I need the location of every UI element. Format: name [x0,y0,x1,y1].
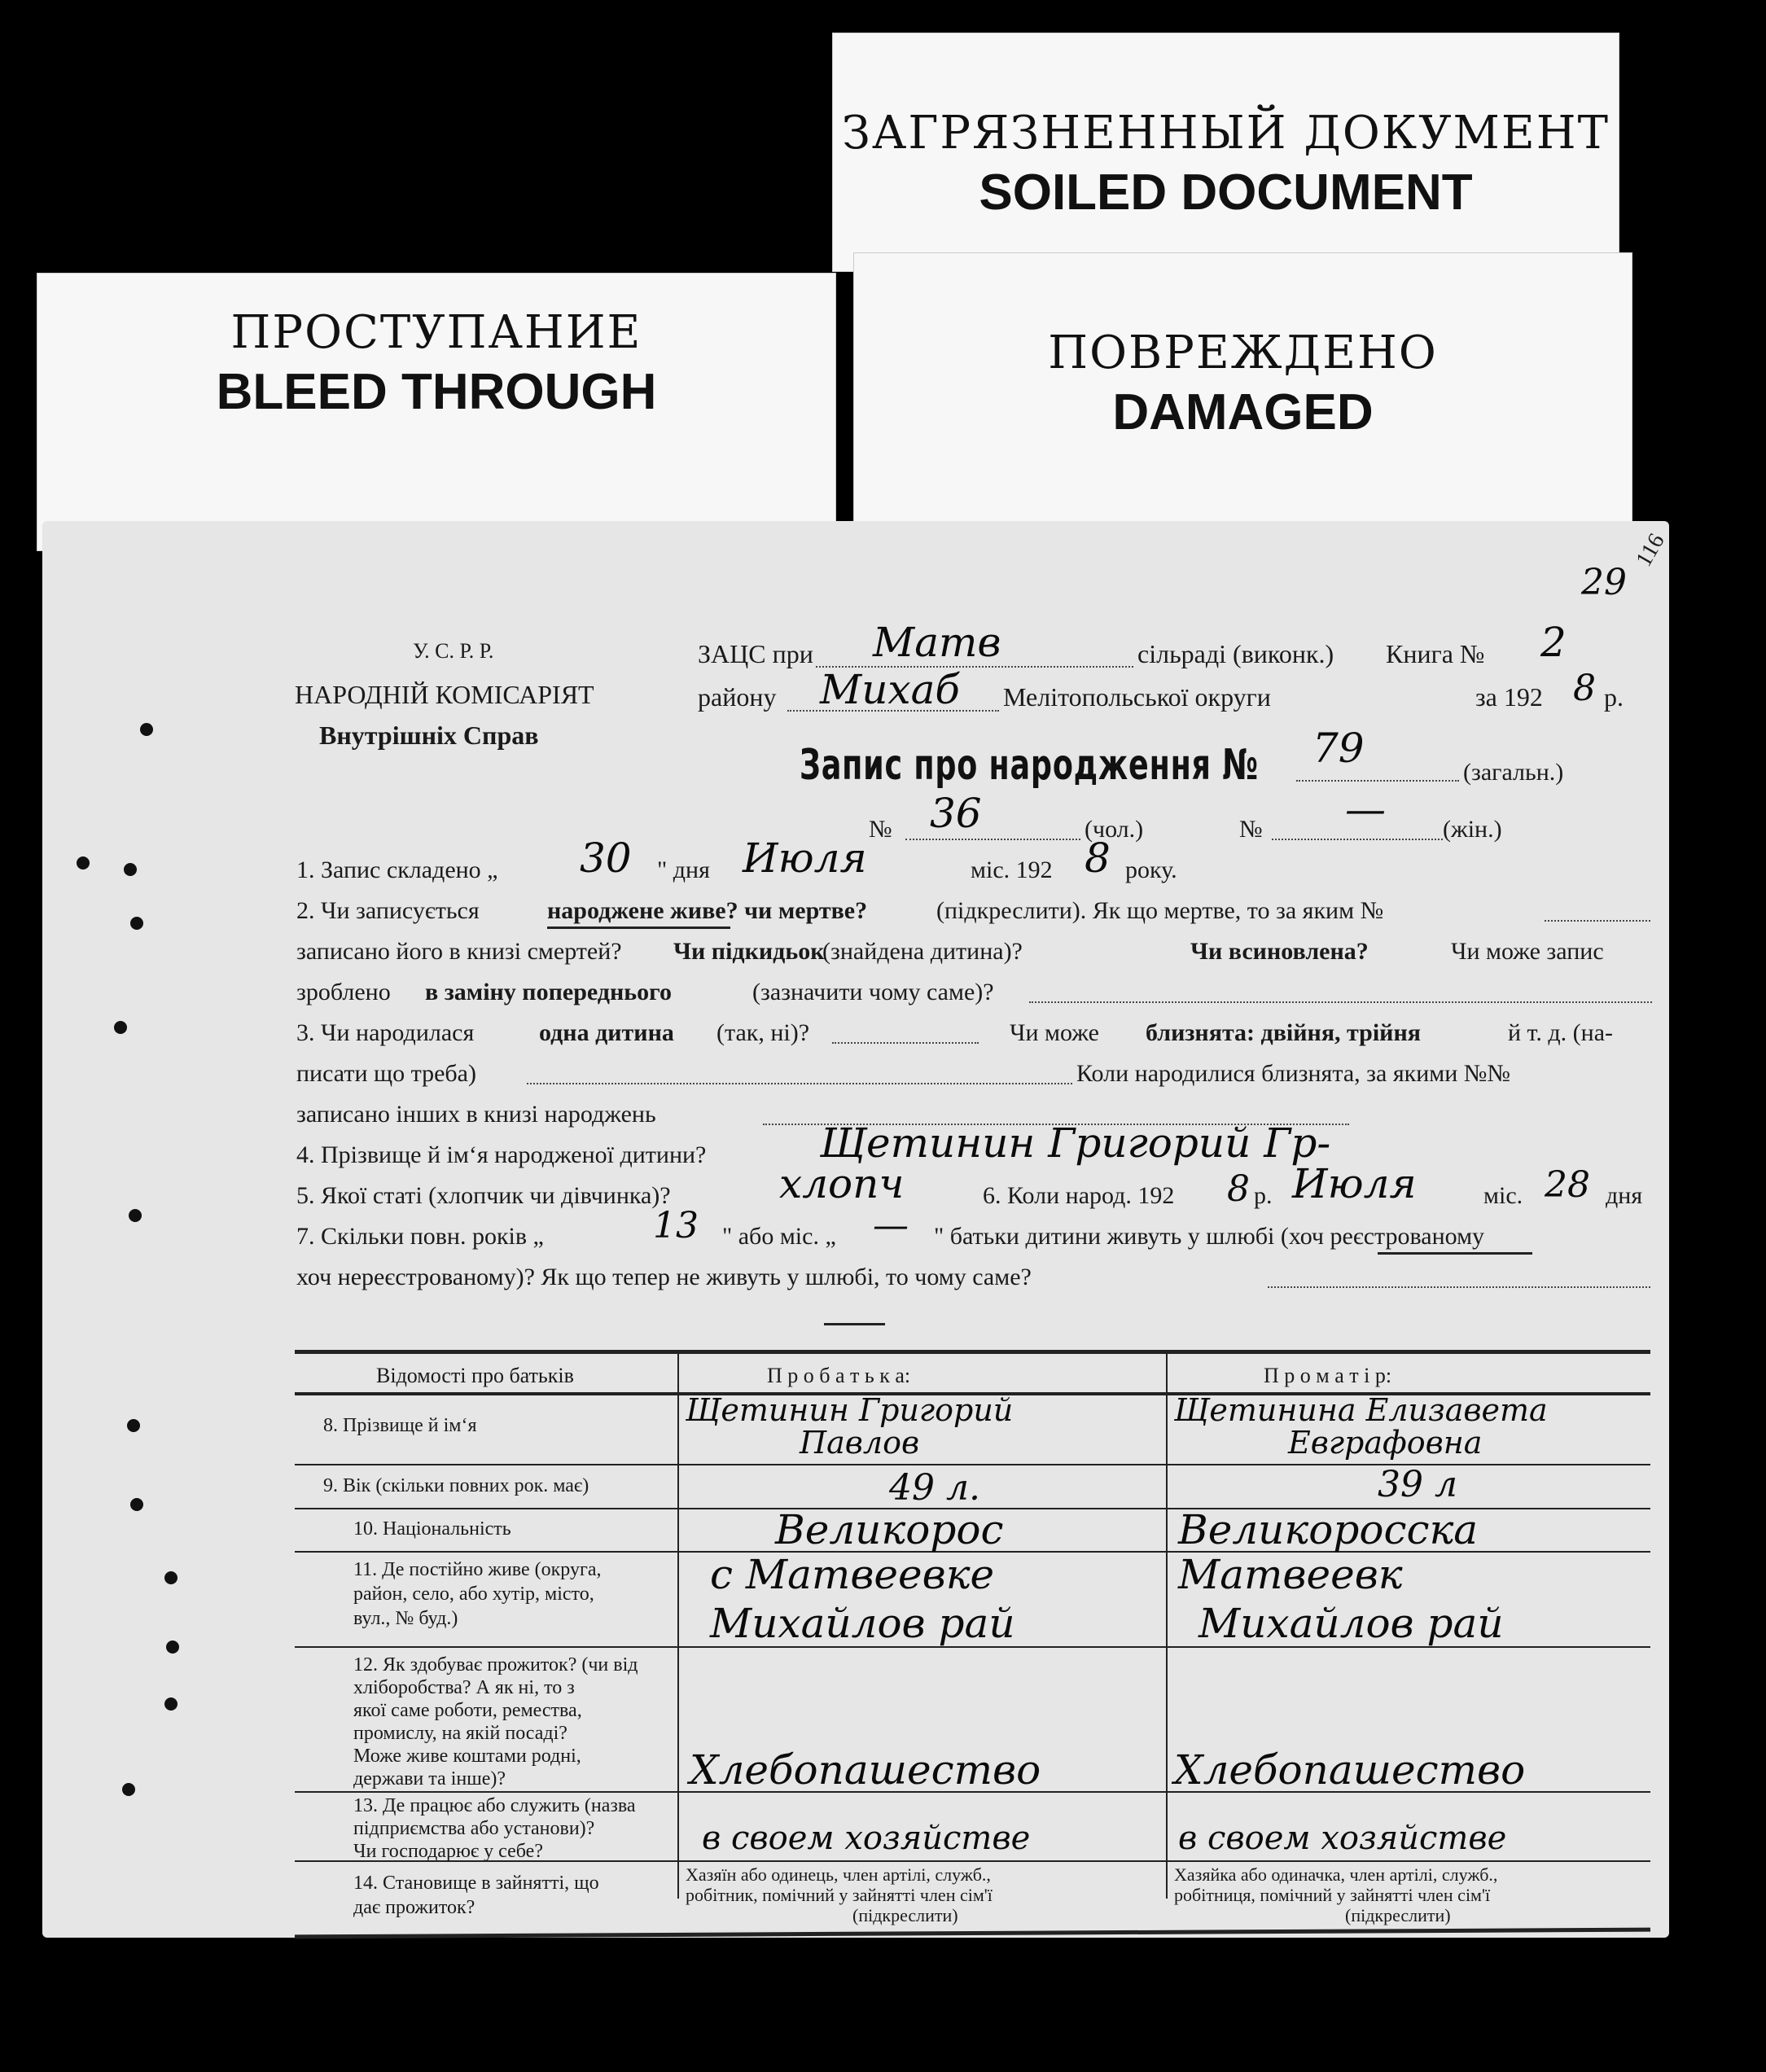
item1-year-label: року. [1125,856,1177,883]
soiled-document-tag [832,33,1619,272]
sex-handwritten: хлопч [779,1160,905,1207]
rayonu-handwritten: Михаб [820,666,960,713]
item3-line2-b: Коли народилися близнята, за якими №№ [1076,1060,1511,1087]
item3-label: 3. Чи народилася [296,1019,475,1046]
item2-line2-d: Чи всиновлена? [1190,938,1369,965]
row11-line1: 11. Де постійно живе (округа, [353,1559,602,1580]
book-label: Книга № [1386,639,1485,668]
item3-twins: близнята: двійня, трійня [1146,1019,1421,1046]
table-col-rule [1166,1353,1168,1899]
mother-workplace-handwritten: в своем хозяйстве [1178,1820,1507,1857]
item2-alive-dead: народжене живе? чи мертве? [547,897,868,924]
item6-day-handwritten: 28 [1545,1164,1590,1206]
zhin-no-label: № [1239,816,1263,843]
dotted-line [832,1042,979,1044]
punch-hole [127,1419,140,1432]
item3-one-child: одна дитина [539,1019,674,1046]
punch-hole [122,1783,135,1796]
item3-line2-a: писати що треба) [296,1060,476,1087]
row10-label: 10. Національність [353,1518,511,1540]
item7-years-handwritten: 13 [653,1205,699,1246]
item2-line3-a: зроблено [296,979,391,1005]
punch-hole [129,1209,142,1222]
soiled-en-label: SOILED DOCUMENT [979,164,1473,221]
row13-line2: підприємства або установи)? [353,1818,595,1839]
father-name-handwritten: Павлов [800,1425,920,1461]
item1-month-label: міс. 192 [971,856,1053,883]
punch-hole [130,917,143,930]
year-label: за 192 [1475,682,1543,712]
bleed-en-label: BLEED THROUGH [216,364,657,420]
item1-day-handwritten: 30 [580,834,632,882]
col-header-mother: П р о м а т і р: [1264,1364,1392,1387]
zhin-number-handwritten: — [1345,786,1386,833]
item1-month-handwritten: Июля [743,834,867,882]
item6-month-label: міс. [1483,1182,1523,1209]
father-nationality-handwritten: Великорос [775,1506,1004,1553]
underline [1378,1252,1532,1255]
mother-status-line2: робітниця, помічний у зайнятті член сім'ї [1174,1885,1491,1905]
col-header-parents: Відомості про батьків [376,1364,574,1387]
row12-line3: якої саме роботи, ремества, [353,1700,582,1721]
year-handwritten: 8 [1573,668,1596,709]
dotted-line [1545,920,1650,922]
mother-status-note: (підкреслити) [1345,1905,1451,1925]
item6-year-handwritten: 8 [1227,1168,1250,1210]
row12-line5: Може живе коштами родні, [353,1746,581,1767]
item2-line2-a: записано його в книзі смертей? [296,938,622,965]
soiled-ru-label: ЗАГРЯЗНЕННЫЙ ДОКУМЕНТ [842,107,1610,160]
zacs-handwritten: Матв [873,619,1001,666]
table-col-rule [677,1353,679,1899]
table-top-rule [295,1350,1650,1354]
table-bottom-rule [295,1928,1650,1939]
header-ussr: У. С. Р. Р. [413,639,494,663]
item2-line2-b: Чи підкидьок [673,938,825,965]
item2-line3-c: (зазначити чому саме)? [752,979,994,1005]
father-status-line1: Хазяїн або одинець, член артілі, служб., [686,1864,991,1885]
father-age-handwritten: 49 л. [889,1467,980,1509]
mother-surname-handwritten: Щетинина Елизавета [1174,1392,1548,1428]
chol-number-handwritten: 36 [930,790,982,837]
father-status-note: (підкреслити) [852,1905,958,1925]
item6-r-label: р. [1254,1182,1273,1209]
header-internal-affairs: Внутрішніх Справ [319,721,539,750]
handwritten-dash [824,1323,885,1325]
father-surname-handwritten: Щетинин Григорий [686,1392,1014,1428]
father-workplace-handwritten: в своем хозяйстве [702,1820,1031,1857]
item2-line3-b: в заміну попереднього [425,979,673,1005]
dotted-line [1296,780,1459,782]
row12-line4: промислу, на якій посаді? [353,1723,567,1744]
item1-label: 1. Запис складено „ [296,856,498,883]
okrugy-label: Мелітопольської округи [1003,682,1271,712]
damaged-en-label: DAMAGED [1112,384,1374,440]
father-residence-1-handwritten: с Матвеевке [710,1551,995,1598]
item5-label: 5. Якої статі (хлопчик чи дівчинка)? [296,1182,671,1209]
rayonu-label: району [698,682,777,712]
row9-label: 9. Вік (скільки повних рок. має) [323,1475,589,1496]
underline [547,926,730,929]
item7-label: 7. Скільки повн. років „ [296,1223,544,1250]
mother-residence-1-handwritten: Матвеевк [1178,1551,1403,1598]
item7-months-handwritten: — [873,1205,909,1246]
record-title: Запис про народження № [800,741,1259,790]
row11-line3: вул., № буд.) [353,1608,458,1629]
item2-label: 2. Чи записується [296,897,480,924]
punch-hole [114,1021,127,1034]
item1-day-label: " дня [657,856,710,883]
item3-yes-no: (так, ні)? [716,1019,810,1046]
row14-line1: 14. Становище в зайнятті, що [353,1873,599,1894]
corner-handwritten-number: 29 [1581,562,1627,603]
row13-line3: Чи господарює у себе? [353,1841,543,1862]
dotted-line [527,1083,1072,1084]
silradi-label: сільраді (виконк.) [1137,639,1334,668]
zagal-label: (загальн.) [1463,759,1564,786]
zacs-label: ЗАЦС при [698,639,813,668]
row8-label: 8. Прізвище й ім‘я [323,1415,477,1436]
item1-year-handwritten: 8 [1085,834,1111,882]
book-handwritten: 2 [1540,619,1567,666]
item7-line2: хоч нереєстрованому)? Як що тепер не живуть у шлюбі, то чому саме? [296,1264,1032,1290]
punch-hole [77,856,90,870]
item3-or: Чи може [1010,1019,1099,1046]
father-residence-2-handwritten: Михайлов рай [710,1600,1015,1647]
row12-line6: держави та інше)? [353,1768,506,1789]
punch-hole [166,1641,179,1654]
zhin-label: (жін.) [1443,816,1502,843]
item3-etc: й т. д. (на- [1508,1019,1614,1046]
mother-occupation-handwritten: Хлебопашество [1174,1746,1526,1794]
child-name-handwritten: Щетинин Григорий Гр- [820,1119,1331,1167]
chol-label: (чол.) [1085,816,1144,843]
item6-month-handwritten: Июля [1292,1160,1417,1207]
item6-label: 6. Коли народ. 192 [983,1182,1175,1209]
damaged-ru-label: ПОВРЕЖДЕНО [1048,326,1438,379]
item7-months-label: " або міс. „ [722,1223,836,1250]
bleed-ru-label: ПРОСТУПАНИЕ [230,306,642,359]
row12-line2: хліборобства? А як ні, то з [353,1677,575,1698]
dotted-line [905,839,1080,840]
year-r-label: р. [1604,682,1624,712]
dotted-line [1272,839,1443,840]
item7-marriage: " батьки дитини живуть у шлюбі (хоч реєстрованому [934,1223,1485,1250]
mother-name-handwritten: Евграфовна [1288,1425,1483,1461]
col-header-father: П р о б а т ь к а: [767,1364,911,1387]
dotted-line [1268,1286,1650,1288]
archive-page-number: 116 [1631,529,1670,572]
item2-line2-c: (знайдена дитина)? [822,938,1023,965]
punch-hole [124,863,137,876]
row12-line1: 12. Як здобуває прожиток? (чи від [353,1654,638,1676]
mother-nationality-handwritten: Великоросска [1178,1506,1479,1553]
row14-line2: дає прожиток? [353,1897,475,1918]
dotted-line [787,710,999,712]
birth-record-sheet [42,521,1669,1938]
punch-hole [130,1498,143,1511]
item6-day-label: дня [1606,1182,1643,1209]
punch-hole [140,723,153,736]
father-occupation-handwritten: Хлебопашество [690,1746,1041,1794]
mother-age-handwritten: 39 л [1378,1464,1457,1505]
punch-hole [164,1571,177,1584]
punch-hole [164,1697,177,1711]
item2-note: (підкреслити). Як що мертве, то за яким № [936,897,1384,924]
item4-label: 4. Прізвище й ім‘я народженої дитини? [296,1141,707,1168]
damaged-tag [853,252,1632,531]
record-number-handwritten: 79 [1312,725,1365,772]
item2-line2-e: Чи може запис [1451,938,1604,965]
item3-line3: записано інших в книзі народжень [296,1101,656,1128]
mother-residence-2-handwritten: Михайлов рай [1199,1600,1504,1647]
mother-status-line1: Хазяйка або одиначка, член артілі, служб., [1174,1864,1498,1885]
row13-line1: 13. Де працює або служить (назва [353,1795,636,1816]
bleed-through-tag [37,273,836,551]
chol-no-label: № [869,816,892,843]
header-commissariat: НАРОДНІЙ КОМІСАРІЯТ [295,680,594,709]
dotted-line [1029,1001,1652,1003]
row11-line2: район, село, або хутір, місто, [353,1584,594,1605]
father-status-line2: робітник, помічний у зайнятті член сім'ї [686,1885,993,1905]
